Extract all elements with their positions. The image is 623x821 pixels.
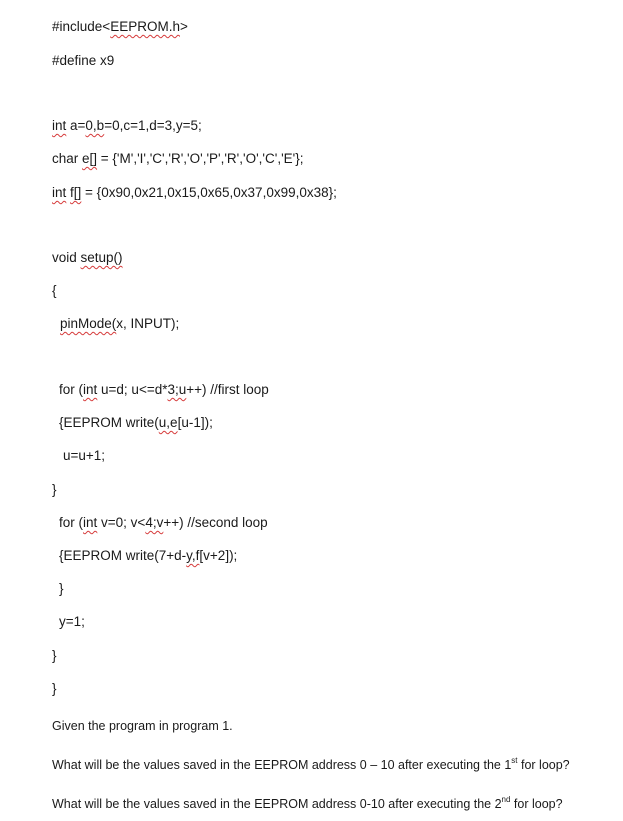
spellcheck-flagged-text: EEPROM.h	[110, 19, 180, 34]
spellcheck-flagged-text: f[]	[70, 185, 82, 200]
text-segment: What will be the values saved in the EEPROM address 0-10 after executing the 2	[52, 797, 502, 811]
text-segment: #include<	[52, 19, 111, 34]
text-segment: What will be the values saved in the EEPROM address 0 – 10 after executing the 1	[52, 758, 512, 772]
spellcheck-flagged-text: 4;v	[145, 515, 164, 530]
code-line-define	[52, 53, 114, 69]
text-segment: #define x9	[52, 53, 115, 68]
spellcheck-flagged-text: int	[83, 382, 98, 397]
ordinal-suffix: nd	[501, 794, 511, 804]
spellcheck-flagged-text: e[]	[82, 151, 98, 166]
question-1	[52, 757, 570, 773]
text-segment: = {'M','I','C','R','O','P','R','O','C','E'};	[97, 151, 304, 166]
spellcheck-flagged-text: setup()	[80, 250, 123, 265]
text-segment: =0,c=1,d=3,y=5;	[104, 118, 202, 133]
text-segment: {EEPROM write(7+d-	[59, 548, 187, 563]
text-segment: = {0x90,0x21,0x15,0x65,0x37,0x99,0x38};	[81, 185, 337, 200]
text-segment: for (	[59, 515, 84, 530]
spellcheck-flagged-text: y,f	[186, 548, 200, 563]
text-segment: [u-1]);	[177, 415, 213, 430]
code-line-close-brace	[59, 581, 64, 597]
ordinal-suffix: st	[511, 755, 518, 765]
text-segment: }	[52, 482, 57, 497]
question-2	[52, 796, 563, 812]
text-segment: >	[179, 19, 188, 34]
text-segment: a=	[66, 118, 86, 133]
text-segment: char	[52, 151, 83, 166]
text-segment: u=u+1;	[63, 448, 106, 463]
text-segment: u=d; u<=d*	[97, 382, 168, 397]
code-line-char-array	[52, 151, 304, 167]
code-line-eeprom-write-1	[59, 415, 213, 431]
code-line-close-brace	[52, 681, 57, 697]
code-line-assign-y	[59, 614, 85, 630]
text-segment: [v+2]);	[199, 548, 238, 563]
text-segment: }	[52, 681, 57, 696]
code-line-close-brace	[52, 648, 57, 664]
text-segment: for loop?	[517, 758, 570, 772]
text-segment: }	[52, 648, 57, 663]
spellcheck-flagged-text: int	[52, 118, 67, 133]
spellcheck-flagged-text: int	[52, 185, 67, 200]
spellcheck-flagged-text: u,e	[158, 415, 178, 430]
code-line-first-loop	[59, 382, 269, 398]
code-line-int-array	[52, 185, 337, 201]
text-segment: y=1;	[59, 614, 85, 629]
code-line-setup	[52, 250, 123, 266]
text-segment: for loop?	[510, 797, 563, 811]
text-segment: ++) //first loop	[186, 382, 269, 397]
spellcheck-flagged-text: pinMode(	[60, 316, 117, 331]
spellcheck-flagged-text: 3;u	[167, 382, 187, 397]
text-segment: {EEPROM write(	[59, 415, 159, 430]
code-line-include	[52, 19, 188, 35]
text-segment: Given the program in program 1.	[52, 719, 233, 733]
text-segment: }	[59, 581, 64, 596]
code-line-close-brace	[52, 482, 57, 498]
text-segment: void	[52, 250, 81, 265]
code-line-increment	[63, 448, 105, 464]
code-line-pinmode	[60, 316, 179, 332]
text-segment: for (	[59, 382, 84, 397]
code-line-open-brace	[52, 283, 57, 299]
text-segment: {	[52, 283, 57, 298]
text-segment: x, INPUT);	[116, 316, 180, 331]
spellcheck-flagged-text: 0,b	[85, 118, 105, 133]
code-line-second-loop	[59, 515, 268, 531]
text-segment: v=0; v<	[97, 515, 146, 530]
code-line-int-vars	[52, 118, 202, 134]
text-segment: ++) //second loop	[163, 515, 268, 530]
spellcheck-flagged-text: int	[83, 515, 98, 530]
code-line-eeprom-write-2	[59, 548, 237, 564]
given-statement	[52, 718, 233, 734]
